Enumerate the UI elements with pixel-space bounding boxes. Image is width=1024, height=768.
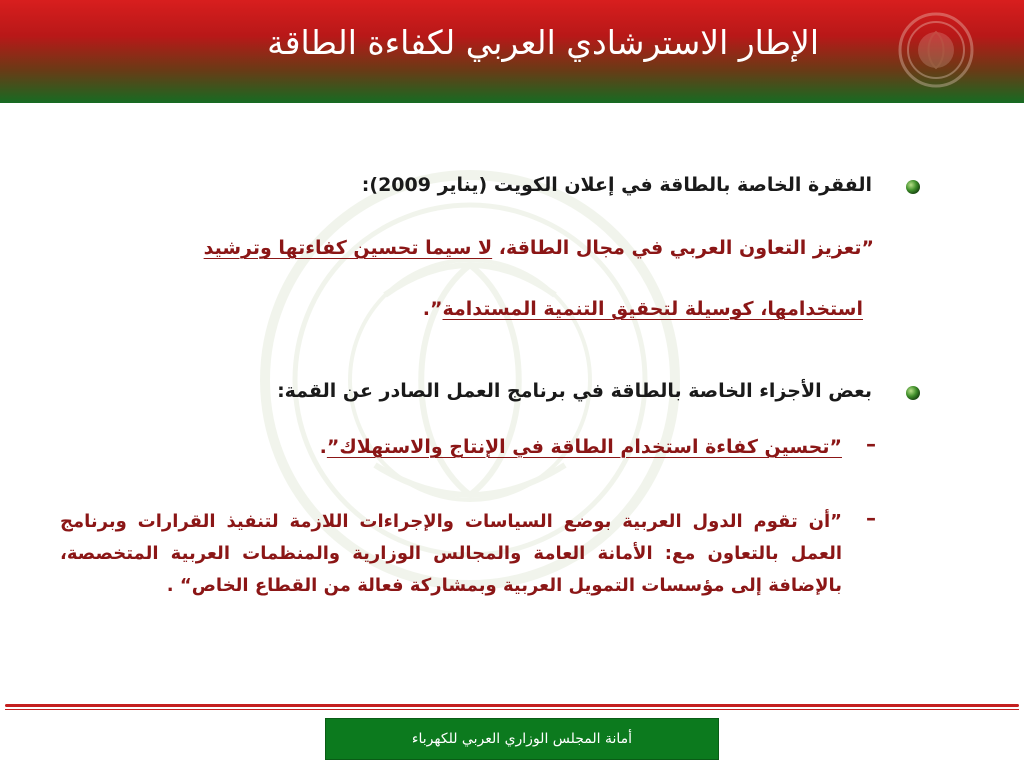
sub-item-2-text: ”أن تقوم الدول العربية بوضع السياسات والإجراءات اللازمة لتنفيذ القرارات وبرنامج العمل بالتعاون مع: الأمانة العامة والمجالس الوزارية والمنظمات العربية المتخصصة، بالإضافة إلى مؤسسات التمويل العربية وبمشاركة فعالة من القطاع الخاص“ . — [60, 511, 842, 596]
footer-banner: أمانة المجلس الوزاري العربي للكهرباء — [325, 718, 719, 760]
footer-divider — [5, 704, 1019, 707]
bullet-1-quote-line-2 — [423, 295, 863, 323]
slide-title: الإطار الاسترشادي العربي لكفاءة الطاقة — [267, 23, 819, 62]
quote-1-part-2: لا سيما تحسين كفاءتها وترشيد — [203, 237, 493, 259]
arab-league-emblem-icon — [896, 10, 976, 90]
bullet-2-heading: بعض الأجزاء الخاصة بالطاقة في برنامج العمل الصادر عن القمة: — [277, 380, 872, 402]
sub-item-1-end: . — [319, 436, 327, 458]
quote-1-part-1: ”تعزيز التعاون العربي في مجال الطاقة، — [492, 237, 874, 259]
sub-item-1-text — [320, 433, 842, 461]
sub-item-1-quote: ”تحسين كفاءة استخدام الطاقة في الإنتاج والاستهلاك” — [326, 436, 842, 458]
bullet-1-quote-line-1 — [204, 234, 874, 262]
bullet-sphere-icon — [904, 384, 922, 402]
quote-2-end: ”. — [422, 298, 443, 320]
quote-2-text: استخدامها، كوسيلة لتحقيق التنمية المستدامة — [442, 298, 863, 320]
bullet-sphere-icon — [904, 178, 922, 196]
footer-divider-thin — [5, 709, 1019, 710]
header-band — [0, 0, 1024, 103]
sub-item-dash: – — [866, 506, 876, 530]
sub-item-dash: – — [866, 432, 876, 456]
bullet-1-heading: الفقرة الخاصة بالطاقة في إعلان الكويت (يناير 2009): — [361, 174, 872, 196]
